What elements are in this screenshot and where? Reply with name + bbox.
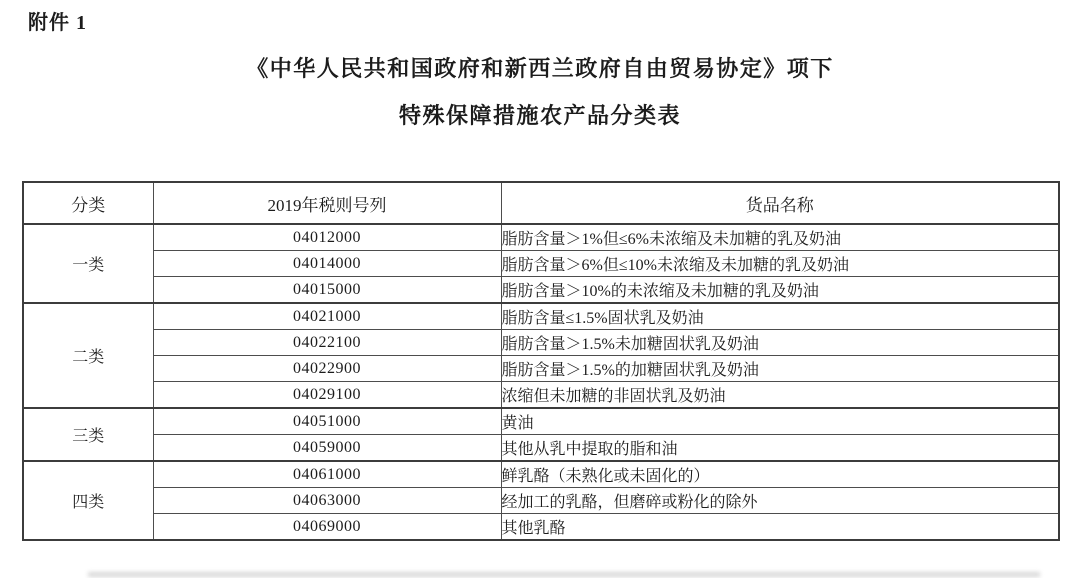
product-name-cell: 浓缩但未加糖的非固状乳及奶油 — [501, 382, 1059, 409]
tariff-code-cell: 04014000 — [153, 251, 501, 277]
table-row — [23, 461, 1059, 488]
table-row — [23, 514, 1059, 541]
tariff-code-cell: 04012000 — [153, 224, 501, 251]
tariff-code-cell: 04015000 — [153, 277, 501, 304]
header-cell-product-name: 货品名称 — [501, 182, 1059, 224]
product-name-cell: 经加工的乳酪，但磨碎或粉化的除外 — [501, 488, 1059, 514]
header-cell-category: 分类 — [23, 182, 153, 224]
document-title-line1: 《中华人民共和国政府和新西兰政府自由贸易协定》项下 — [246, 56, 834, 81]
product-name-cell: 脂肪含量＞1.5%未加糖固状乳及奶油 — [501, 330, 1059, 356]
page-bottom-shadow — [88, 572, 1040, 577]
table-row — [23, 303, 1059, 330]
table-row — [23, 277, 1059, 304]
tariff-code-cell: 04029100 — [153, 382, 501, 409]
product-name-cell: 脂肪含量≤1.5%固状乳及奶油 — [501, 303, 1059, 330]
tariff-code-cell: 04061000 — [153, 461, 501, 488]
product-name-cell: 鲜乳酪（未熟化或未固化的） — [501, 461, 1059, 488]
table-row — [23, 251, 1059, 277]
tariff-code-cell: 04051000 — [153, 408, 501, 435]
table-row — [23, 435, 1059, 462]
product-name-cell: 脂肪含量＞1.5%的加糖固状乳及奶油 — [501, 356, 1059, 382]
category-cell: 一类 — [23, 224, 153, 303]
product-name-cell: 脂肪含量＞1%但≤6%未浓缩及未加糖的乳及奶油 — [501, 224, 1059, 251]
product-name-cell: 脂肪含量＞10%的未浓缩及未加糖的乳及奶油 — [501, 277, 1059, 304]
tariff-code-cell: 04021000 — [153, 303, 501, 330]
category-cell: 二类 — [23, 303, 153, 408]
product-name-cell: 黄油 — [501, 408, 1059, 435]
tariff-code-cell: 04059000 — [153, 435, 501, 462]
product-name-cell: 其他乳酪 — [501, 514, 1059, 541]
table-row — [23, 224, 1059, 251]
classification-table — [22, 181, 1060, 541]
tariff-code-cell: 04069000 — [153, 514, 501, 541]
product-name-cell: 脂肪含量＞6%但≤10%未浓缩及未加糖的乳及奶油 — [501, 251, 1059, 277]
tariff-code-cell: 04063000 — [153, 488, 501, 514]
category-cell: 三类 — [23, 408, 153, 461]
document-title-line2: 特殊保障措施农产品分类表 — [398, 103, 681, 128]
table-body — [23, 224, 1059, 540]
table-row — [23, 488, 1059, 514]
attachment-label: 附件 1 — [28, 12, 87, 34]
table-row — [23, 408, 1059, 435]
tariff-code-cell: 04022100 — [153, 330, 501, 356]
product-name-cell: 其他从乳中提取的脂和油 — [501, 435, 1059, 462]
tariff-code-cell: 04022900 — [153, 356, 501, 382]
header-cell-tariff-code: 2019年税则号列 — [153, 182, 501, 224]
category-cell: 四类 — [23, 461, 153, 540]
table-row — [23, 356, 1059, 382]
table-header-row — [23, 182, 1059, 224]
table-row — [23, 330, 1059, 356]
table-row — [23, 382, 1059, 409]
